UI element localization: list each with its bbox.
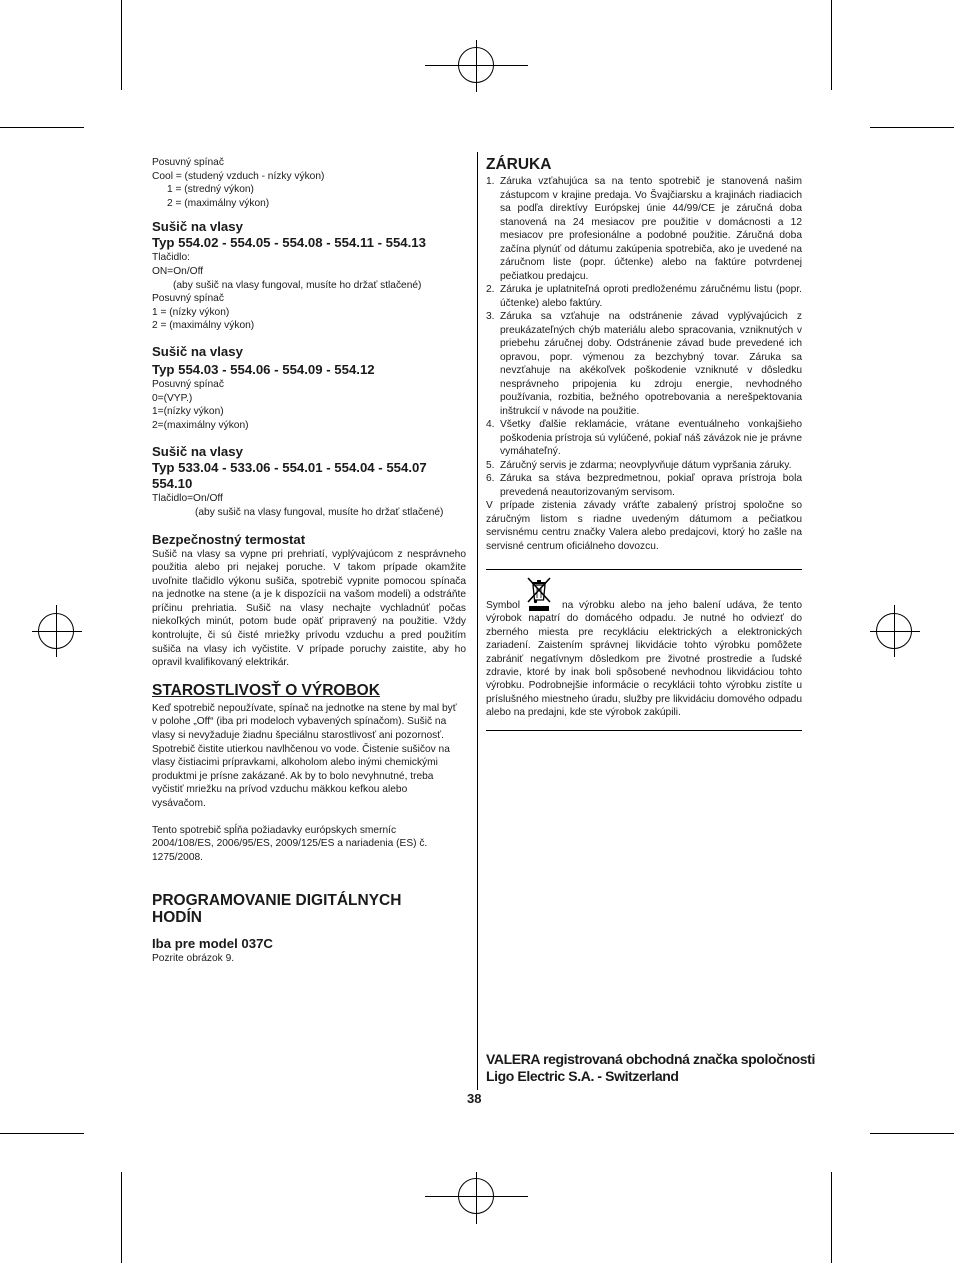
section-type: Typ 554.03 - 554.06 - 554.09 - 554.12 (152, 361, 375, 377)
text-line: Posuvný spínač (152, 293, 224, 305)
section-title: Sušič na vlasy (152, 343, 243, 359)
crop-mark (870, 127, 954, 128)
text-line: Tlačidlo=On/Off (152, 493, 223, 505)
text-line: 1 = (stredný výkon) (167, 184, 254, 196)
text-line: Posuvný spínač (152, 157, 224, 168)
text-line: 1=(nízky výkon) (152, 406, 224, 418)
right-column (486, 156, 802, 553)
text-line: (aby sušič na vlasy fungoval, musíte ho držať stlačené) (195, 506, 444, 518)
divider-line (486, 569, 802, 570)
warranty-list (486, 175, 802, 499)
intro-block (152, 156, 468, 210)
list-item: 6. Záruka sa stáva bezpredmetnou, pokiaľ oprava prístroja bola prevedená neautorizovaným servisom. (486, 473, 802, 498)
section-body (152, 378, 468, 432)
warranty-title: ZÁRUKA (486, 156, 552, 173)
text-line: 2 = (maximálny výkon) (167, 197, 270, 209)
crop-mark (0, 1133, 84, 1134)
list-item: 3. Záruka sa vzťahuje na odstránenie závad vyplývajúcich z preukázateľných chýb materiálu alebo spracovania, vzniknutých v priebehu záručnej doby. Odstránenie závad bude prevedené ich opravou, popr. výmenou za bezchybný tovar. Záruka sa nevzťahuje na akékoľvek poškodenie vzniknuté v dôsledku nesprávneho pripojenia ku zdroju energie, nevhodného používania, rozbitia, bežného opotrebovania a nerešpektovania inštrukcií v návode na použitie. (486, 311, 802, 417)
clock-title: PROGRAMOVANIE DIGITÁLNYCH HODÍN (152, 892, 402, 927)
text-line: 0=(VYP.) (152, 392, 193, 404)
clock-subtitle: Iba pre model 037C (152, 936, 273, 952)
crop-mark (831, 1172, 832, 1263)
text-line: Posuvný spínač (152, 378, 224, 390)
page-number: 38 (467, 1091, 482, 1106)
symbol-label: Symbol (486, 600, 520, 611)
clock-text: Pozrite obrázok 9. (152, 953, 235, 965)
text-line: Tlačidlo: (152, 252, 190, 264)
section-title: Sušič na vlasy (152, 219, 243, 235)
list-item: 1. Záruka vzťahujúca sa na tento spotrebič je stanovená našim zástupcom v krajine predaja. Vo Švajčiarsku a krajinách riadiacich sa podľa direktívy Európskej únie 44/99/CE je záručná doba stanovená na 24 mesiacov pre použitie v domácnosti a 12 mesiacov pre profesionálne a podobné použitie. Záručná doba začína plynúť od dátumu zakúpenia spotrebiča, ako je uvedené na záručnom liste (popr. účtenke) alebo na faktúre potvrdenej pečiatkou predajcu. (486, 176, 802, 282)
section-type-cont: 554.10 (152, 476, 193, 492)
warranty-note: V prípade zistenia závady vráťte zabalený prístroj spoločne so záručným listom s riadne uvedeným dátumom a pečiatkou servisnému centru značky Valera alebo predajcovi, ktorý ho zašle na servisné centrum oficiálneho dovozcu. (486, 500, 802, 552)
weee-text (486, 599, 802, 720)
text-line: 2 = (maximálny výkon) (152, 320, 255, 332)
list-item: 4. Všetky ďalšie reklamácie, vrátane eventuálneho vonkajšieho poškodenia prístroja sú vylúčené, pokiaľ náš závázok nie je právne vymáhateľný. (486, 419, 802, 457)
section-type: Typ 533.04 - 533.06 - 554.01 - 554.04 - 554.07 (152, 460, 427, 476)
directive-text: Tento spotrebič spĺňa požiadavky európskych smerníc 2004/108/ES, 2006/95/ES, 2009/125/ES a nariadenia (ES) č. 1275/2008. (152, 824, 428, 863)
symbol-text: na výrobku alebo na jeho balení udáva, že tento výrobok napatrí do domácého odpadu. Je nutné ho odviezť do zberného miesta pre recykláciu elektrických a elektronických zariadení. Zaistením správnej likvidácie tohto výrobku pomôžete zabrániť negatívnym dôsledkom pre životné prostredie a ľudské zdravie, ktoré by inak boli spôsobené nevhodnou likvidáciou tohto výrobku. Podrobnejšie informácie o recyklácii tohto výrobku zistíte u príslušného miestneho úradu, služby pre likvidáciu domového odpadu alebo na predajni, kde ste výrobok zakúpili. (486, 600, 802, 719)
thermostat-title: Bezpečnostný termostat (152, 531, 306, 547)
text-line: ON=On/Off (152, 265, 204, 277)
list-item: 2. Záruka je uplatniteľná oproti predloženému záručnému listu (popr. účtenke) alebo faktúry. (486, 284, 802, 309)
crop-mark (870, 1133, 954, 1134)
brand-block (486, 1051, 816, 1085)
crop-mark (121, 1172, 122, 1263)
section-body (152, 251, 468, 333)
list-item: 5. Záručný servis je zdarma; neovplyvňuje dátum vypršania záruky. (486, 459, 792, 471)
section-type: Typ 554.02 - 554.05 - 554.08 - 554.11 - 554.13 (152, 235, 426, 251)
text-line: (aby sušič na vlasy fungoval, musíte ho držať stlačené) (173, 279, 422, 291)
thermostat-text: Sušič na vlasy sa vypne pri prehriatí, vyplývajúcom z nesprávneho použitia alebo pri nejakej poruche. V takom prípade okamžite uvoľnite tlačidlo výkonu sušiča, spotrebič vypnite pomocou spínača na jednotke na stene (a je k dispozícii na vašom modeli) a odstráňte príčinu prehriatia. Sušič na vlasy nechajte vychladnúť počas niekoľkých minút, potom bude opäť pripravený na použitie. Vždy kontrolujte, či sú čisté mriežky prívodu vzduchu a pred použitím sušiča na vlasy ich vyčistite. V prípade poruchy zaistite, aby ho opravil kvalifikovaný elektrikár. (152, 548, 466, 669)
divider-line (486, 730, 802, 731)
care-text: Keď spotrebič nepoužívate, spínač na jednotke na stene by mal byť v polohe „Off“ (iba pri modeloch vybavených spínačom). Sušič na vlasy si nevyžaduje žiadnu špeciálnu starostlivosť ani pozornosť. Spotrebič čistite utierkou navlhčenou vo vode. Čistenie sušičov na vlasy čistiacimi prípravkami, alkoholom alebo inými chemickými produktmi je prísne zakázané. Ak by to bolo nevyhnutné, treba vyčistiť mriežku na prívod vzduchu mäkkou kefkou alebo vysávačom. (152, 702, 457, 809)
care-title: STAROSTLIVOSŤ O VÝROBOK (152, 681, 380, 699)
column-divider (477, 152, 478, 1090)
text-line: 2=(maximálny výkon) (152, 419, 249, 431)
crop-mark (121, 0, 122, 90)
left-column (152, 156, 468, 966)
text-line: Cool = (studený vzduch - nízky výkon) (152, 170, 325, 182)
brand-line: VALERA registrovaná obchodná značka spoločnosti (486, 1051, 815, 1067)
brand-line: Ligo Electric S.A. - Switzerland (486, 1068, 679, 1084)
section-title: Sušič na vlasy (152, 444, 243, 460)
section-body (152, 492, 468, 519)
text-line: 1 = (nízky výkon) (152, 306, 230, 318)
crop-mark (0, 127, 84, 128)
crop-mark (831, 0, 832, 90)
